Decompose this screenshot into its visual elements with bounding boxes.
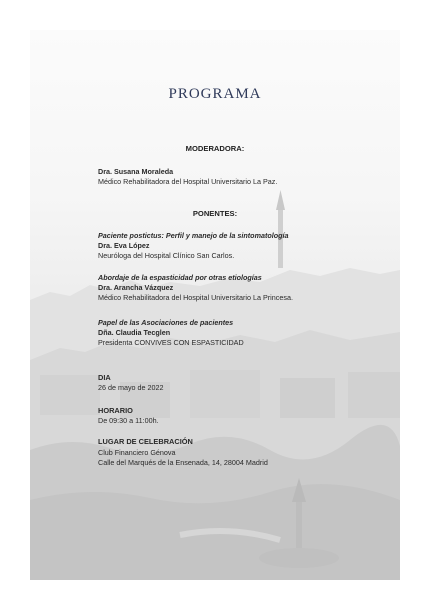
talk-topic: Papel de las Asociaciones de pacientes [98,318,234,327]
lugar-label: LUGAR DE CELEBRACIÓN [98,437,193,446]
horario-value: De 09:30 a 11:00h. [98,416,159,425]
moderadora-name: Dra. Susana Moraleda [98,167,174,176]
dia-label: DIA [98,373,111,382]
lugar-venue: Club Financiero Génova [98,448,176,457]
moderadora-role: Médico Rehabilitadora del Hospital Universitario La Paz. [98,177,278,186]
dia-value: 26 de mayo de 2022 [98,383,164,392]
horario-label: HORARIO [98,406,133,415]
moderadora-heading: MODERADORA: [185,144,245,153]
speaker-name: Dra. Eva López [98,241,150,250]
speaker-role: Presidenta CONVIVES CON ESPASTICIDAD [98,338,244,347]
talk-topic: Abordaje de la espasticidad por otras etiologías [98,273,262,282]
speaker-role: Médico Rehabilitadora del Hospital Universitario La Princesa. [98,293,293,302]
talk-topic: Paciente postictus: Perfil y manejo de la sintomatología [98,231,289,240]
lugar-address: Calle del Marqués de la Ensenada, 14, 28004 Madrid [98,458,268,467]
speaker-role: Neuróloga del Hospital Clínico San Carlos. [98,251,235,260]
page-title: PROGRAMA [168,86,262,102]
speaker-name: Dra. Arancha Vázquez [98,283,174,292]
program-page [30,30,400,580]
speaker-name: Dña. Claudia Tecglen [98,328,171,337]
ponentes-heading: PONENTES: [192,209,238,218]
